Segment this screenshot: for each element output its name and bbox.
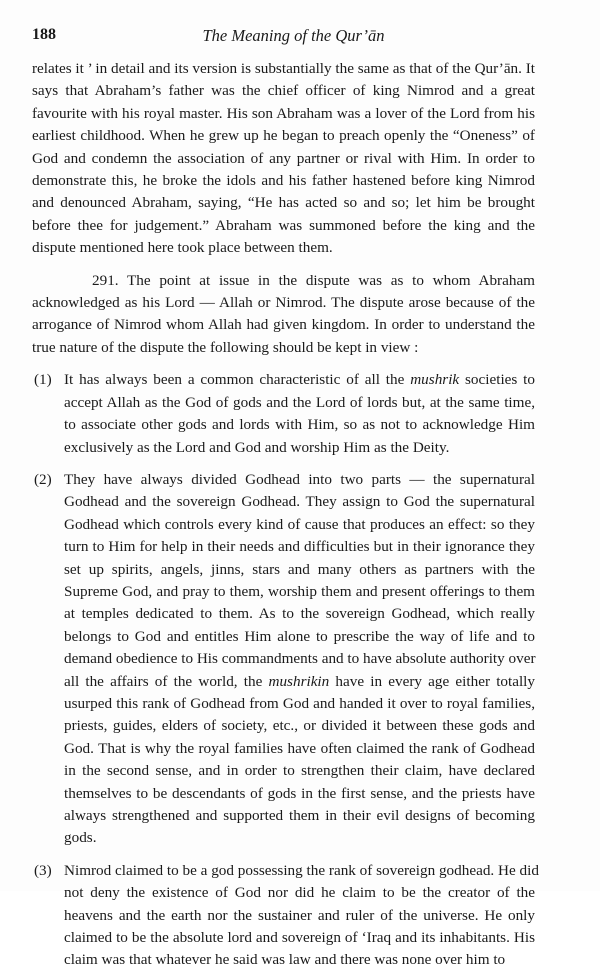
text-line: and denounced Abraham, saying, “He has acted so and so; let him be brought	[32, 194, 535, 212]
text-line: favourite with his royal master. His son Abraham was a lover of the Lord from his	[32, 104, 535, 122]
text-line: Godhead which controls every kind of cause that produces an effect: so they	[64, 515, 535, 533]
text-line: dispute mentioned here took place between them.	[32, 239, 333, 257]
text-line: before thee for judgement.” Abraham was summoned before the king and the	[32, 216, 535, 234]
page-body	[32, 58, 539, 972]
list-item-number: (2)	[34, 470, 52, 488]
text-line: relates it ’ in detail and its version is substantially the same as that of the Qur’ān. It	[32, 60, 536, 77]
text-line: claim was that whatever he said was law and there was none over him to	[64, 951, 506, 969]
italic-term: mushrik	[410, 371, 460, 389]
list-item	[32, 369, 535, 459]
text-line: God and condemn the association of any partner or rival with Him. In order to	[32, 149, 535, 167]
text-line: arrogance of Nimrod whom Allah had given kingdom. In order to understand the	[32, 316, 535, 334]
italic-term: mushrikin	[268, 672, 330, 690]
text-line: Godhead and the sovereign Godhead. They assign to God the supernatural	[64, 493, 535, 511]
text-line: exclusively as the Lord and God and worship Him as the Deity.	[64, 438, 450, 456]
text-line: claimed to be the absolute lord and sovereign of ‘Iraq and its inhabitants. His	[64, 929, 535, 947]
text-line: at temples dedicated to them. As to the sovereign Godhead, which really	[64, 605, 535, 623]
text-line: usurped this rank of Godhead from God and handed it over to royal families,	[64, 694, 535, 712]
text-line: accept Allah as the God of gods and the Lord of lords but, at the same time,	[64, 393, 535, 411]
text-line: It has always been a common characteristic of all the mushrik societies to	[64, 371, 535, 389]
list-item-number: (1)	[34, 371, 52, 389]
text-line: God. That is why the royal families have often claimed the rank of Godhead	[64, 739, 535, 757]
text-line: priests, guides, elders of society, etc., or divided it between these gods and	[64, 717, 535, 735]
page-header	[32, 26, 535, 48]
text-line: acknowledged as his Lord — Allah or Nimrod. The dispute arose because of the	[32, 294, 535, 312]
text-line: to associate other gods and lords with Him, so as not to acknowledge Him	[64, 416, 535, 434]
text-line: turn to Him for help in their needs and difficulties but in their ignorance they	[64, 538, 535, 556]
text-line: not deny the existence of God nor did he claim to be the creator of the	[64, 884, 535, 902]
text-line: themselves to be descendants of gods in the first sense, and the priests have	[64, 784, 535, 802]
running-title: The Meaning of the Qur’ān	[202, 26, 385, 45]
text-line: all the affairs of the world, the mushrikin have in every age either totally	[64, 672, 535, 690]
text-line: Supreme God, and pray to them, worship them and present offerings to them	[64, 582, 535, 600]
text-line: demonstrate this, he broke the idols and his father hastened before king Nimrod	[32, 172, 535, 190]
intro-paragraph	[32, 58, 535, 260]
text-line: belongs to God and entitles Him alone to prescribe the way of life and to	[64, 627, 535, 645]
text-line: always strengthened and supported them in their evil designs of becoming	[64, 807, 535, 824]
list-item-number: (3)	[34, 861, 52, 879]
list-item	[32, 469, 535, 850]
text-line: says that Abraham’s father was the chief officer of king Nimrod and a great	[32, 82, 535, 100]
page-number: 188	[32, 26, 56, 43]
text-line: gods.	[64, 829, 97, 847]
text-line: 291. The point at issue in the dispute was as to whom Abraham	[92, 271, 535, 289]
text-line: Nimrod claimed to be a god possessing the rank of sovereign godhead. He did	[64, 861, 539, 879]
text-line: true nature of the dispute the following should be kept in view :	[32, 338, 419, 356]
text-line: earliest childhood. When he grew up he began to preach openly the “Oneness” of	[32, 127, 535, 145]
numbered-list	[32, 369, 539, 972]
text-line: demand obedience to His commandments and to have absolute authority over	[64, 650, 536, 668]
list-item	[32, 860, 539, 972]
text-line: in the second sense, and in order to strengthen their claim, have declared	[64, 762, 535, 780]
text-line: heavens and the earth nor the sustainer and ruler of the universe. He only	[64, 906, 535, 924]
text-line: They have always divided Godhead into two parts — the supernatural	[64, 470, 535, 488]
text-line: set up spirits, angels, jinns, stars and many others as partners with the	[64, 560, 535, 578]
note-291-paragraph	[32, 270, 535, 360]
